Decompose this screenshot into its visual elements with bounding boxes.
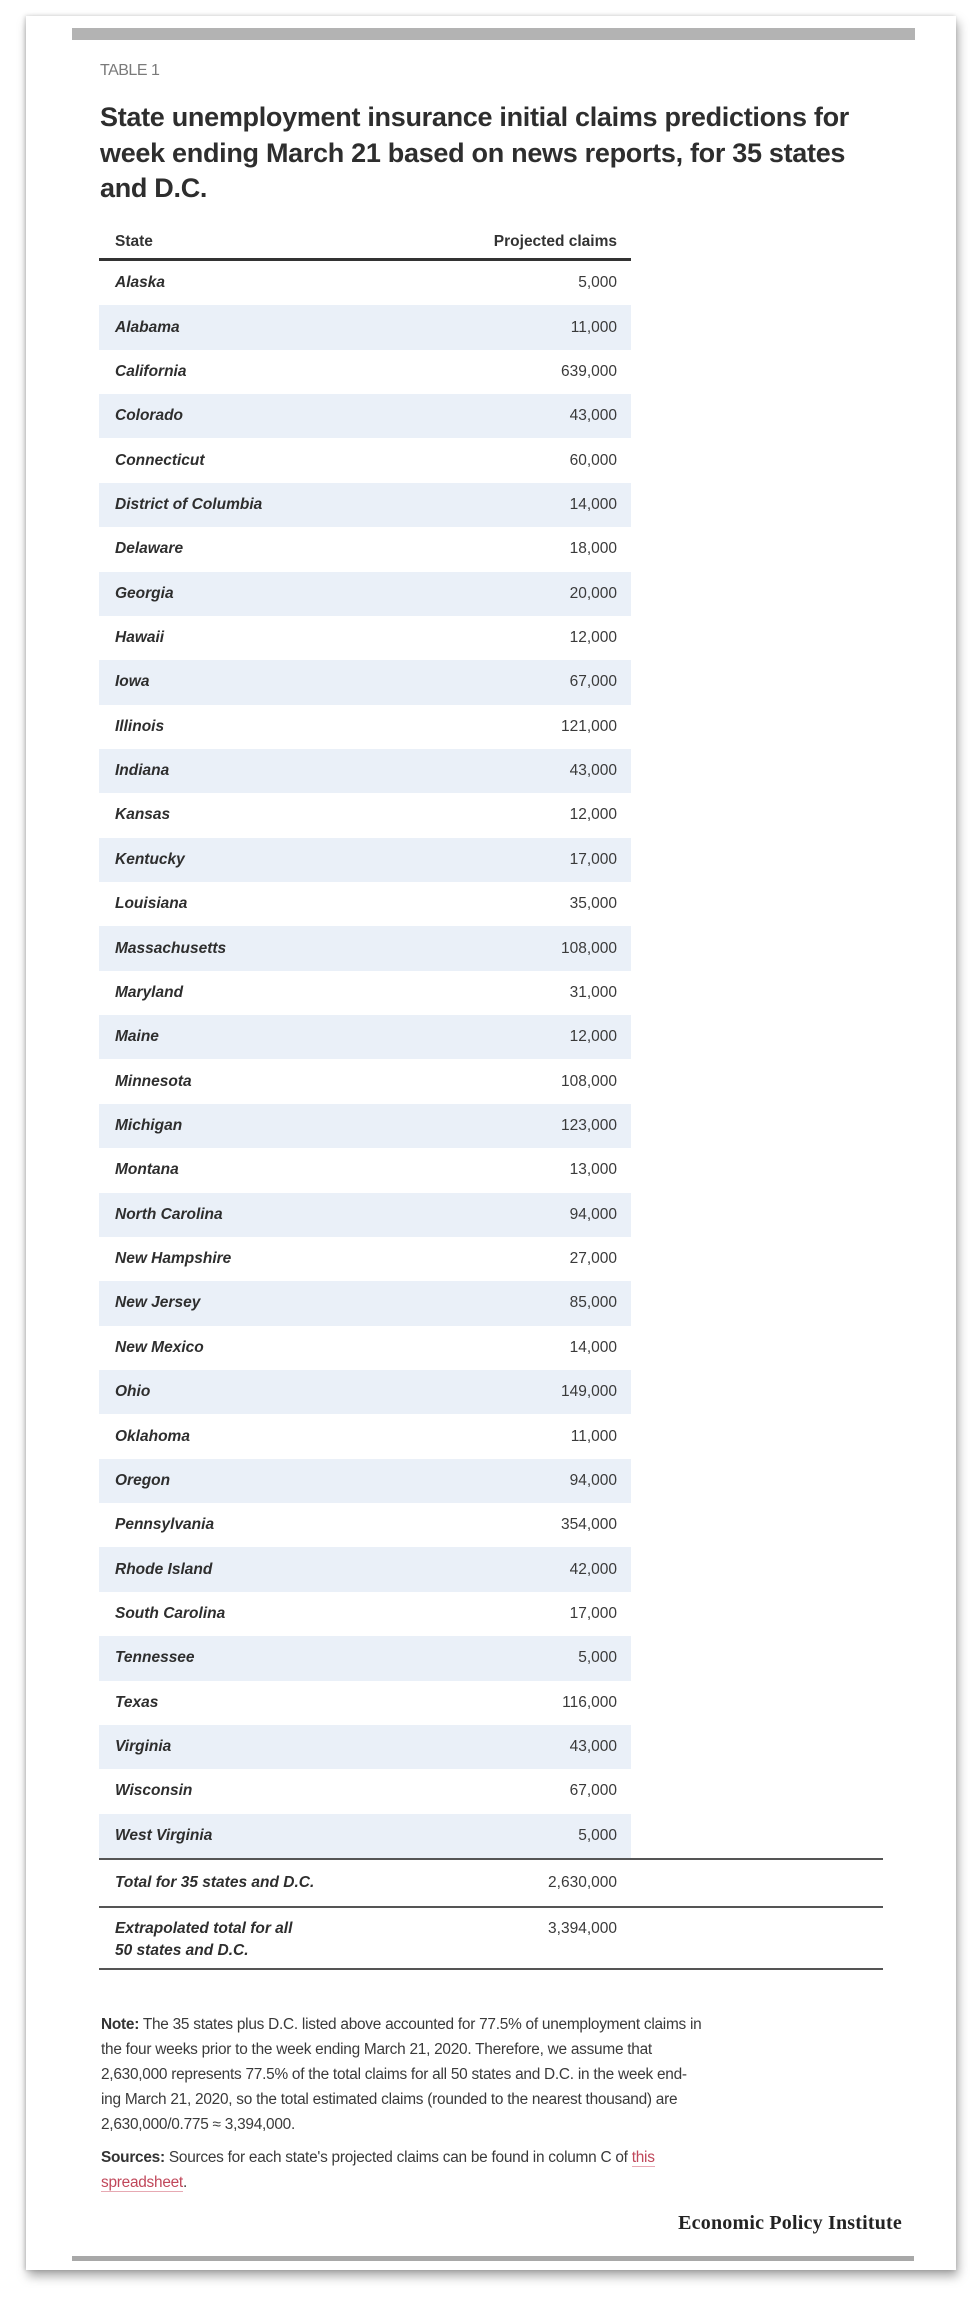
state-name: New Jersey (115, 1294, 201, 1312)
state-name: Iowa (115, 673, 150, 691)
state-name: Colorado (115, 407, 184, 425)
totals-section (99, 1858, 883, 1970)
table-row (99, 1148, 631, 1192)
table-row (99, 572, 631, 616)
projected-claims: 94,000 (569, 1205, 617, 1223)
extrapolated-label-line-1: Extrapolated total for all (115, 1920, 293, 1937)
sources-paragraph (101, 2145, 921, 2195)
extrapolated-total-label (115, 1918, 292, 1962)
table-row (99, 971, 631, 1015)
projected-claims: 17,000 (569, 1604, 617, 1622)
projected-claims: 43,000 (569, 407, 617, 425)
table-row (99, 749, 631, 793)
projected-claims: 31,000 (569, 983, 617, 1001)
projected-claims: 20,000 (569, 584, 617, 602)
state-name: New Mexico (115, 1338, 204, 1356)
notes-section (101, 2012, 921, 2195)
table-body (99, 261, 631, 1858)
sources-text: Sources for each state's projected claims can be found in column C of (168, 2149, 628, 2166)
extrapolated-total-value: 3,394,000 (548, 1920, 617, 1937)
state-name: Connecticut (115, 451, 205, 469)
projected-claims: 42,000 (569, 1560, 617, 1578)
table-row (99, 438, 631, 482)
table-row (99, 1814, 631, 1858)
state-name: California (115, 362, 187, 380)
note-line-2: the four weeks prior to the week ending March 21, 2020. Therefore, we assume that (101, 2041, 652, 2058)
state-name: Delaware (115, 540, 184, 558)
projected-claims: 12,000 (569, 629, 617, 647)
state-name: Rhode Island (115, 1560, 213, 1578)
table-header (99, 226, 631, 261)
state-name: Michigan (115, 1117, 183, 1134)
projected-claims: 149,000 (560, 1383, 617, 1401)
projected-claims: 18,000 (569, 540, 617, 558)
projected-claims: 43,000 (569, 762, 617, 780)
column-header-state: State (115, 233, 153, 250)
table-row (99, 1681, 631, 1725)
total-label: Total for 35 states and D.C. (115, 1874, 315, 1891)
state-name: Alabama (115, 318, 180, 336)
note-line-3: 2,630,000 represents 77.5% of the total claims for all 50 states and D.C. in the week end- (101, 2066, 687, 2083)
claims-table (99, 226, 631, 1858)
state-name: Kentucky (115, 850, 185, 868)
state-name: District of Columbia (115, 495, 263, 513)
projected-claims: 12,000 (569, 806, 617, 824)
column-header-claims: Projected claims (493, 233, 617, 250)
table-row (99, 305, 631, 349)
state-name: Hawaii (115, 629, 165, 647)
projected-claims: 121,000 (560, 717, 617, 735)
projected-claims: 85,000 (569, 1294, 617, 1312)
state-name: Oregon (115, 1471, 171, 1489)
state-name: Indiana (115, 762, 170, 780)
projected-claims: 67,000 (569, 673, 617, 691)
table-row (99, 838, 631, 882)
projected-claims: 17,000 (569, 850, 617, 868)
table-row (99, 793, 631, 837)
state-name: Wisconsin (115, 1782, 193, 1800)
projected-claims: 5,000 (578, 1826, 617, 1844)
link-part-2[interactable]: spreadsheet (101, 2174, 183, 2191)
state-name: New Hampshire (115, 1250, 232, 1268)
state-name: Oklahoma (115, 1427, 190, 1445)
state-name: North Carolina (115, 1205, 223, 1223)
projected-claims: 43,000 (569, 1738, 617, 1756)
state-name: Louisiana (115, 895, 188, 913)
table-row (99, 1104, 631, 1148)
note-label: Note: (101, 2016, 140, 2033)
projected-claims: 13,000 (569, 1161, 617, 1179)
projected-claims: 12,000 (569, 1028, 617, 1046)
table-row (99, 261, 631, 305)
state-name: Virginia (115, 1738, 172, 1756)
table-row (99, 1059, 631, 1103)
projected-claims: 94,000 (569, 1471, 617, 1489)
projected-claims: 14,000 (569, 495, 617, 513)
projected-claims: 108,000 (560, 1072, 617, 1090)
total-row (99, 1858, 883, 1906)
table-row (99, 926, 631, 970)
table-label: TABLE 1 (100, 62, 160, 79)
projected-claims: 60,000 (569, 451, 617, 469)
table-row (99, 1281, 631, 1325)
projected-claims: 14,000 (569, 1338, 617, 1356)
table-row (99, 882, 631, 926)
table-row (99, 1326, 631, 1370)
projected-claims: 354,000 (560, 1516, 617, 1534)
table-title: State unemployment insurance initial claims predictions for week ending March 21 based on news reports, for 35 states and D.C. (100, 102, 849, 203)
projected-claims: 639,000 (560, 362, 617, 380)
projected-claims: 5,000 (578, 274, 617, 292)
top-rule (72, 28, 915, 40)
state-name: West Virginia (115, 1826, 213, 1844)
projected-claims: 11,000 (570, 1427, 617, 1445)
table-row (99, 350, 631, 394)
state-name: Massachusetts (115, 939, 227, 957)
projected-claims: 35,000 (569, 895, 617, 913)
state-name: Illinois (115, 717, 165, 735)
table-row (99, 660, 631, 704)
state-name: Montana (115, 1161, 179, 1179)
table-row (99, 1015, 631, 1059)
projected-claims: 116,000 (562, 1693, 617, 1711)
state-name: Kansas (115, 806, 171, 824)
table-row (99, 527, 631, 571)
table-row (99, 1725, 631, 1769)
table-row (99, 483, 631, 527)
state-name: Pennsylvania (115, 1516, 215, 1534)
table-row (99, 1414, 631, 1458)
total-value: 2,630,000 (548, 1874, 617, 1891)
table-row (99, 1370, 631, 1414)
state-name: Georgia (115, 584, 174, 602)
extrapolated-label-line-2: 50 states and D.C. (115, 1942, 249, 1959)
state-name: Maine (115, 1028, 159, 1046)
state-name: Texas (115, 1693, 159, 1711)
projected-claims: 5,000 (578, 1649, 617, 1667)
state-name: Maryland (115, 983, 184, 1001)
state-name: South Carolina (115, 1604, 226, 1622)
table-row (99, 1503, 631, 1547)
table-row (99, 1547, 631, 1591)
table-row (99, 1592, 631, 1636)
epi-logo: Economic Policy Institute (678, 2212, 902, 2234)
state-name: Ohio (115, 1383, 151, 1401)
projected-claims: 27,000 (569, 1250, 617, 1268)
projected-claims: 108,000 (560, 939, 617, 957)
note-line-5: 2,630,000/0.775 ≈ 3,394,000. (101, 2116, 296, 2133)
note-line-4: ing March 21, 2020, so the total estimated claims (rounded to the nearest thousand) are (101, 2091, 678, 2108)
sources-label: Sources: (101, 2149, 165, 2166)
table-row (99, 1237, 631, 1281)
table-row (99, 616, 631, 660)
projected-claims: 67,000 (569, 1782, 617, 1800)
state-name: Minnesota (115, 1072, 192, 1090)
table-row (99, 1769, 631, 1813)
projected-claims: 123,000 (560, 1117, 617, 1134)
projected-claims: 11,000 (570, 318, 617, 336)
state-name: Tennessee (115, 1649, 195, 1667)
table-row (99, 705, 631, 749)
table-row (99, 1193, 631, 1237)
table-row (99, 1459, 631, 1503)
note-paragraph (101, 2012, 921, 2137)
state-name: Alaska (115, 274, 165, 292)
sources-end: . (182, 2174, 187, 2191)
table-row (99, 1636, 631, 1680)
extrapolated-total-row (99, 1906, 883, 1970)
bottom-rule (72, 2256, 914, 2261)
note-line-1: The 35 states plus D.C. listed above accounted for 77.5% of unemployment claims in (142, 2016, 702, 2033)
link-part-1[interactable]: this (631, 2149, 655, 2166)
table-row (99, 394, 631, 438)
